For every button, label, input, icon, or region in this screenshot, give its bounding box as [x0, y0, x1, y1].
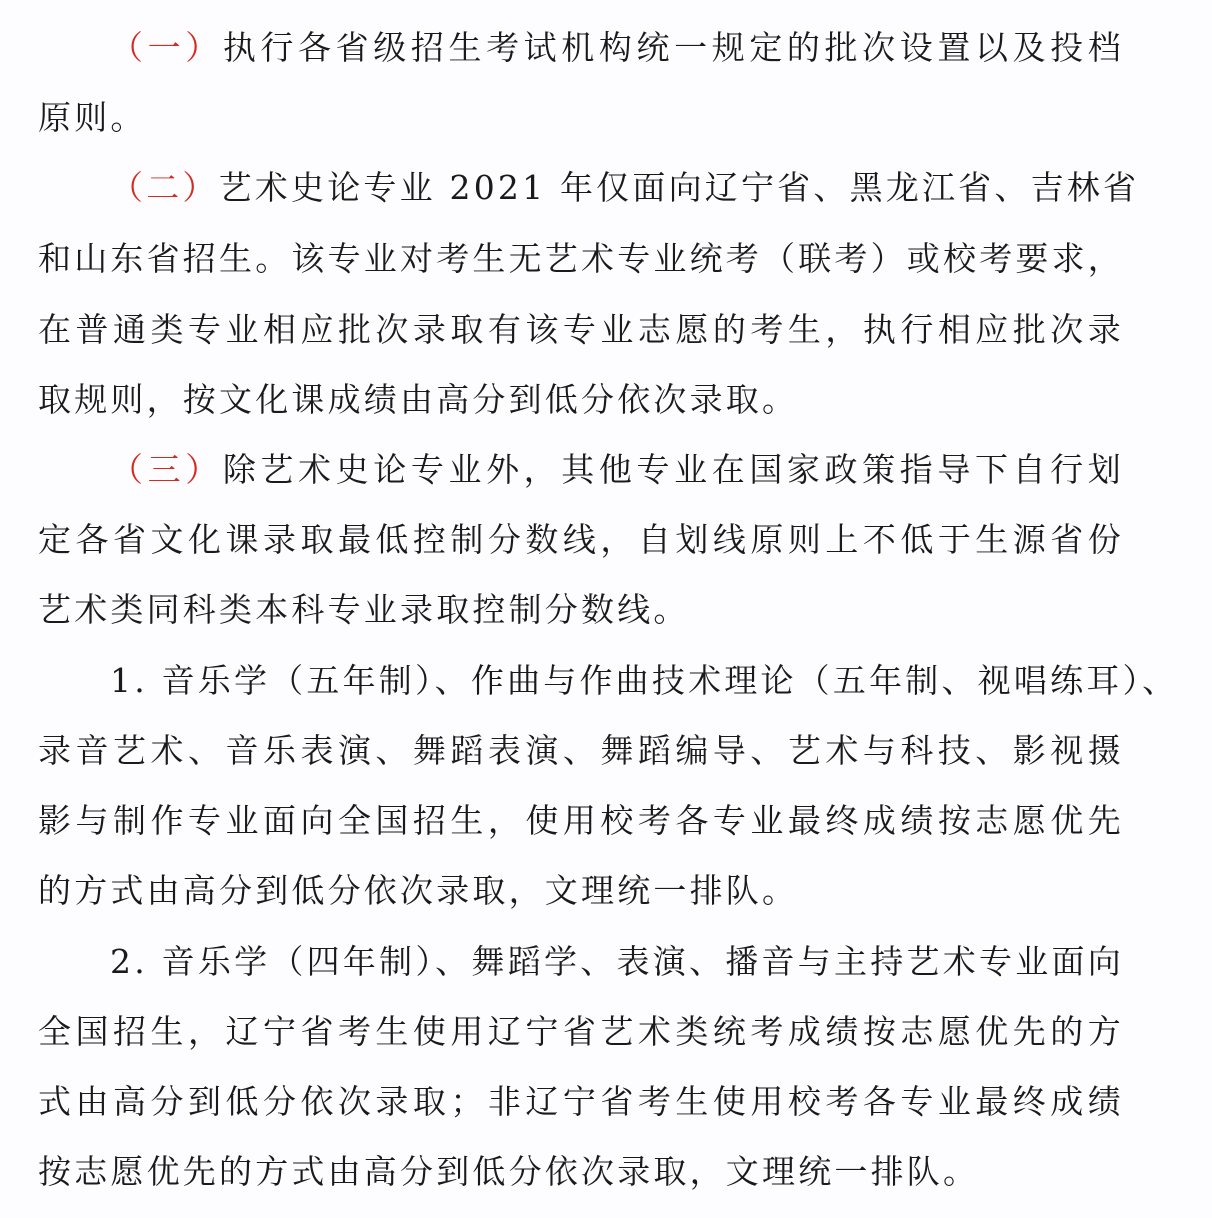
section-2-marker: （二） — [110, 168, 219, 207]
item-1-line-2 — [38, 726, 1124, 776]
section-1-line-2 — [38, 93, 1124, 143]
item-1-line-4 — [38, 866, 1124, 916]
section-1-text-2: 原则。 — [38, 98, 147, 137]
section-3-marker: （三） — [110, 450, 223, 489]
section-1-text-1: 执行各省级招生考试机构统一规定的批次设置以及投档 — [222, 28, 1124, 67]
section-2-line-4 — [38, 375, 1124, 425]
section-2-text-4: 取规则，按文化课成绩由高分到低分依次录取。 — [38, 380, 799, 419]
item-1-line-1 — [110, 656, 1179, 706]
section-1-marker: （一） — [110, 28, 223, 67]
section-2-text-3: 在普通类专业相应批次录取有该专业志愿的考生，执行相应批次录 — [38, 310, 1124, 349]
section-1-line-1 — [110, 23, 1124, 73]
item-1-text-4: 的方式由高分到低分依次录取，文理统一排队。 — [38, 871, 799, 910]
item-2-text-1: 2. 音乐学（四年制）、舞蹈学、表演、播音与主持艺术专业面向 — [110, 942, 1124, 981]
section-3-text-3: 艺术类同科类本科专业录取控制分数线。 — [38, 590, 690, 629]
item-2-line-3 — [38, 1077, 1124, 1127]
section-3-line-3 — [38, 585, 1124, 635]
section-3-text-1: 除艺术史论专业外，其他专业在国家政策指导下自行划 — [222, 450, 1124, 489]
item-1-line-3 — [38, 796, 1124, 846]
section-2-line-3 — [38, 305, 1124, 355]
section-2-text-1: 艺术史论专业 2021 年仅面向辽宁省、黑龙江省、吉林省 — [218, 168, 1140, 207]
item-2-text-2: 全国招生，辽宁省考生使用辽宁省艺术类统考成绩按志愿优先的方 — [38, 1012, 1124, 1051]
section-3-text-2: 定各省文化课录取最低控制分数线，自划线原则上不低于生源省份 — [38, 520, 1124, 559]
item-2-text-3: 式由高分到低分依次录取；非辽宁省考生使用校考各专业最终成绩 — [38, 1082, 1124, 1121]
section-3-line-2 — [38, 515, 1124, 565]
item-2-line-2 — [38, 1007, 1124, 1057]
item-2-line-4 — [38, 1147, 1124, 1197]
section-2-line-2 — [38, 234, 1124, 284]
section-3-line-1 — [110, 445, 1124, 495]
section-2-text-2: 和山东省招生。该专业对考生无艺术专业统考（联考）或校考要求， — [38, 239, 1124, 278]
section-2-line-1 — [110, 163, 1140, 213]
item-2-text-4: 按志愿优先的方式由高分到低分依次录取，文理统一排队。 — [38, 1152, 980, 1191]
item-1-text-2: 录音艺术、音乐表演、舞蹈表演、舞蹈编导、艺术与科技、影视摄 — [38, 731, 1124, 770]
item-2-line-1 — [110, 937, 1124, 987]
item-1-text-3: 影与制作专业面向全国招生，使用校考各专业最终成绩按志愿优先 — [38, 801, 1124, 840]
item-1-text-1: 1. 音乐学（五年制）、作曲与作曲技术理论（五年制、视唱练耳）、 — [110, 661, 1179, 700]
